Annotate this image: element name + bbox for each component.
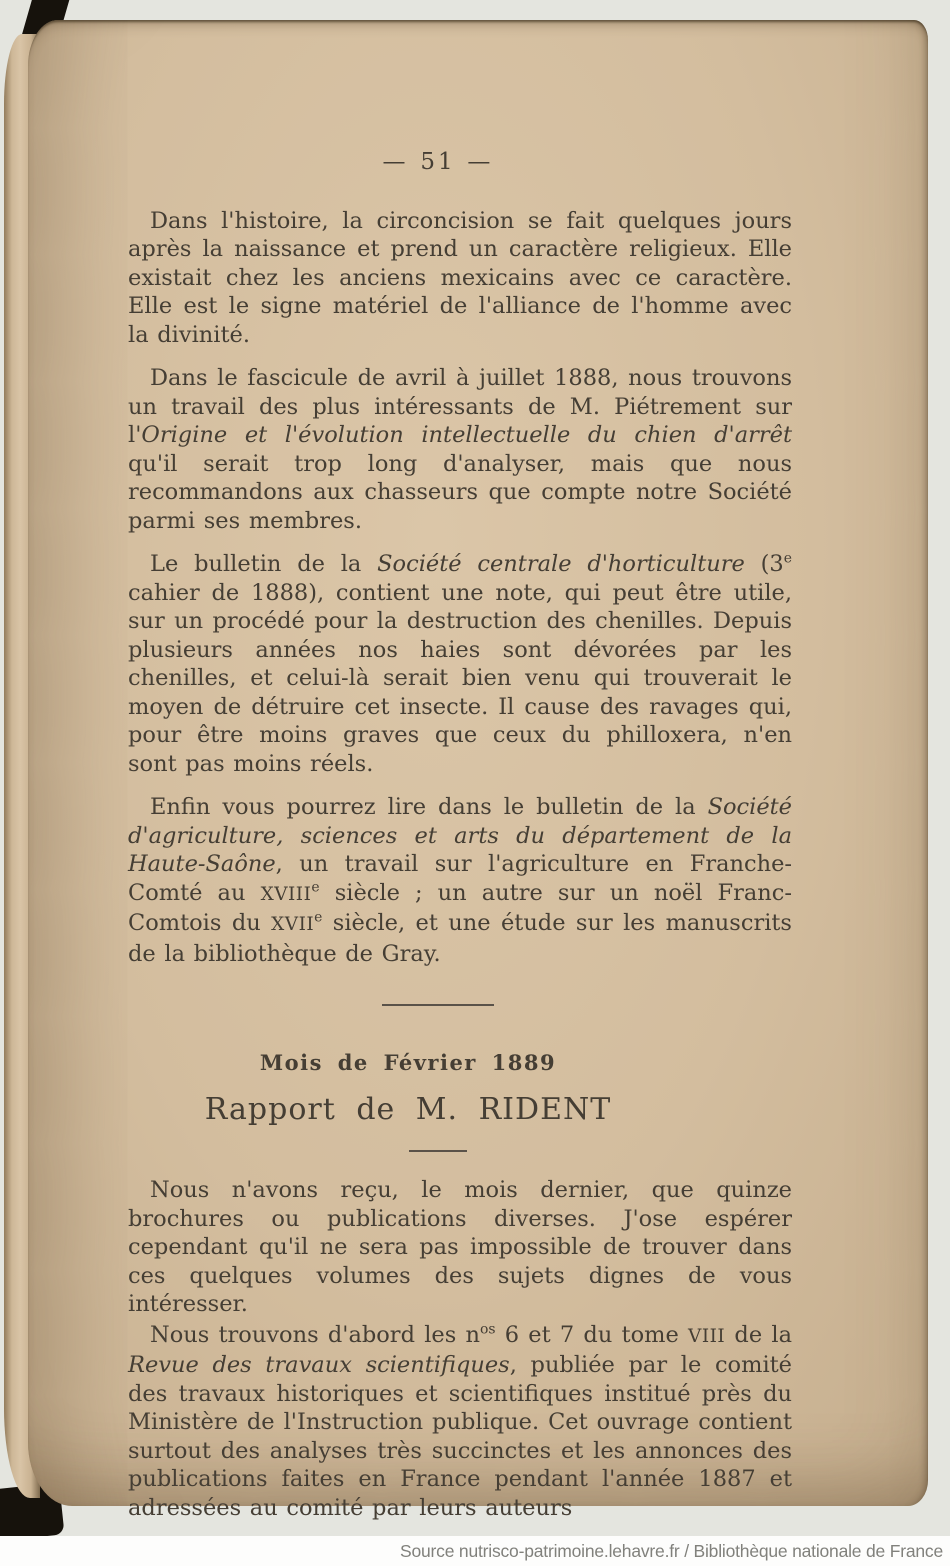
italic-title: Revue des travaux scientifiques: [128, 1352, 510, 1378]
page-text-block: [128, 148, 792, 1537]
source-attribution-bar: [0, 1536, 950, 1566]
paragraph-text: Dans l'histoire, la circoncision se fait quelques jours après la naissance et prend un caractère religieux. Elle existait chez les anciens mexicains avec ce caractère. Elle est le signe matériel de l'alliance de l'homme avec la divinité.: [128, 207, 792, 348]
scanned-book-page: [28, 20, 928, 1521]
small-caps-numeral: VIII: [688, 1325, 726, 1347]
paragraph-text: de la: [725, 1321, 792, 1348]
paragraph-chien-darret: [128, 364, 792, 535]
superscript: e: [314, 909, 323, 926]
section-divider-long: [382, 1004, 494, 1006]
page-number: — 51 —: [382, 149, 494, 175]
superscript: e: [783, 550, 792, 567]
paragraph-revue-travaux: [128, 1321, 792, 1523]
paragraph-brochures: [128, 1176, 792, 1319]
paragraph-text: cahier de 1888), contient une note, qui peut être utile, sur un procédé pour la destruction des chenilles. Depuis plusieurs années nos haies sont dévorées par les chenilles, et celui-là serait bien venu qui trouverait le moyen de détruire cet insecte. Il cause des ravages qui, pour être moins graves que ceux du philloxera, n'en sont pas moins réels.: [128, 579, 792, 777]
paragraph-text: 6 et 7 du tome: [495, 1321, 689, 1348]
paragraph-text: Nous trouvons d'abord les n: [150, 1321, 480, 1348]
paragraph-circoncision: [128, 207, 792, 350]
italic-title: Origine et l'évolution intellectuelle du chien d'arrêt: [141, 422, 792, 448]
paragraph-text: siècle ; un autre sur un noël Franc-Comtois du: [128, 879, 792, 936]
report-title: Rapport de M. RIDENT: [204, 1092, 612, 1127]
paragraph-text: Dans le fascicule de avril à juillet 1888, nous trouvons un travail des plus intéressants de M. Piétrement sur l': [128, 365, 792, 448]
paragraph-chenilles: [128, 550, 792, 778]
paragraph-text: (3: [744, 551, 784, 577]
italic-title: Société d'agriculture, sciences et arts du département de la Haute-Saône: [128, 794, 792, 877]
paragraph-text: , un travail sur l'agriculture en Franche-Comté au: [128, 851, 792, 906]
paragraph-text: , publiée par le comité des travaux historiques et scientifiques institué près du Ministère de l'Instruction publique. Cet ouvrage contient surtout des analyses très succinctes et les annonces des publications faites en France pendant l'année 1887 et adressées au comité par leurs auteurs: [128, 1352, 792, 1521]
paragraph-text: qu'il serait trop long d'analyser, mais que nous recommandons aux chasseurs que compte notre Société parmi ses membres.: [128, 450, 792, 534]
paragraph-text: Nous n'avons reçu, le mois dernier, que quinze brochures ou publications diverses. J'ose espérer cependant qu'il ne sera pas impossible de trouver dans ces quelques volumes des sujets dignes de vous intéresser.: [128, 1177, 792, 1317]
paragraph-text: Le bulletin de la: [150, 551, 378, 577]
paragraph-text: siècle, et une étude sur les manuscrits de la bibliothèque de Gray.: [128, 910, 792, 967]
paragraph-text: Enfin vous pourrez lire dans le bulletin de la: [150, 794, 708, 820]
section-divider-short: [409, 1150, 467, 1152]
small-caps-numeral: XVII: [271, 914, 315, 935]
small-caps-numeral: XVIII: [260, 883, 312, 905]
italic-title: Société centrale d'horticulture: [377, 551, 745, 577]
superscript: os: [479, 1321, 496, 1337]
superscript: e: [311, 879, 320, 895]
report-subtitle: Mois de Février 1889: [259, 1050, 557, 1075]
source-attribution-text: Source nutrisco-patrimoine.lehavre.fr / Bibliothèque nationale de France: [400, 1540, 943, 1561]
paragraph-haute-saone: [128, 793, 792, 968]
